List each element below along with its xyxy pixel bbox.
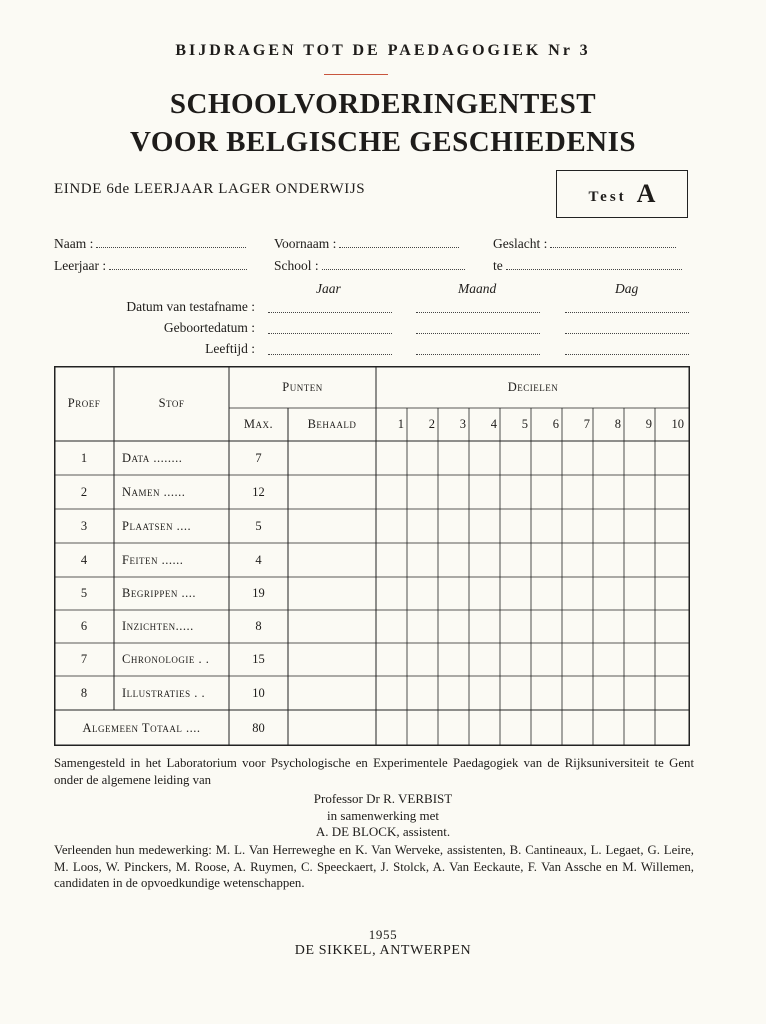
main-title-line-1: SCHOOLVORDERINGENTEST bbox=[169, 88, 597, 120]
leeftijd-dag-blank[interactable] bbox=[565, 354, 689, 355]
col-maand: Maand bbox=[458, 281, 497, 296]
te-field[interactable] bbox=[493, 258, 682, 274]
naam-field[interactable] bbox=[54, 236, 246, 252]
testafname-label: Datum van testafname : bbox=[126, 299, 255, 314]
row-8-proef: 8 bbox=[80, 685, 88, 700]
row-1-proef: 1 bbox=[80, 450, 88, 465]
row-4-proef: 4 bbox=[80, 552, 88, 567]
row-4-max: 4 bbox=[255, 552, 262, 567]
row-3-stof: Plaatsen .... bbox=[122, 518, 192, 533]
naam-blank[interactable] bbox=[96, 236, 246, 248]
row-6-stof: Inzichten..... bbox=[122, 619, 194, 633]
row-5-max: 19 bbox=[252, 586, 265, 600]
row-3-max: 5 bbox=[255, 518, 262, 533]
imprint-publisher: DE SIKKEL, ANTWERPEN bbox=[294, 943, 472, 958]
row-1-stof: Data ........ bbox=[122, 450, 183, 465]
decile-6: 6 bbox=[552, 417, 559, 431]
total-max: 80 bbox=[252, 720, 265, 735]
header-max: Max. bbox=[243, 417, 274, 431]
row-7-max: 15 bbox=[252, 652, 265, 666]
naam-label: Naam : bbox=[54, 236, 94, 251]
leerjaar-field[interactable] bbox=[54, 258, 247, 274]
row-2-stof: Namen ...... bbox=[122, 484, 186, 499]
decile-7: 7 bbox=[583, 417, 590, 431]
geboortedatum-dag-blank[interactable] bbox=[565, 333, 689, 334]
decile-8: 8 bbox=[614, 417, 621, 431]
header-decielen: Decielen bbox=[507, 379, 559, 394]
row-5-stof: Begrippen .... bbox=[122, 586, 196, 600]
testafname-maand-blank[interactable] bbox=[416, 312, 540, 313]
te-label: te bbox=[493, 258, 503, 273]
credits-professor: Professor Dr R. VERBIST bbox=[313, 791, 453, 806]
decile-4: 4 bbox=[490, 417, 497, 431]
leeftijd-label: Leeftijd : bbox=[205, 341, 255, 356]
main-title-line-2: VOOR BELGISCHE GESCHIEDENIS bbox=[129, 126, 637, 158]
header-proef: Proef bbox=[67, 396, 101, 410]
credits-samenwerking: in samenwerking met bbox=[327, 808, 439, 823]
header-stof: Stof bbox=[158, 396, 185, 410]
geboortedatum-label: Geboortedatum : bbox=[163, 320, 255, 335]
testafname-dag-blank[interactable] bbox=[565, 312, 689, 313]
credits-medewerking: Verleenden hun medewerking: M. L. Van Herreweghe en K. Van Werveke, assistenten, B. Cantineaux, L. Legaet, G. Leire, M. Loos, W. Pinckers, M. Roose, A. Ruymen, C. Speeckaert, J. Stolck, A. Van Eeckaute, F. Van Assche en M. Willemen, candidaten in de opvoedkundige wetenschappen. bbox=[54, 843, 694, 890]
header-behaald: Behaald bbox=[307, 417, 357, 431]
decile-2: 2 bbox=[428, 417, 435, 431]
row-7-proef: 7 bbox=[80, 652, 88, 666]
decile-5: 5 bbox=[521, 417, 528, 431]
geboortedatum-maand-blank[interactable] bbox=[416, 333, 540, 334]
series-title: BIJDRAGEN TOT DE PAEDAGOGIEK Nr 3 bbox=[175, 42, 591, 59]
row-6-max: 8 bbox=[255, 619, 262, 633]
total-label: Algemeen Totaal .... bbox=[82, 720, 201, 735]
credits-intro: Samengesteld in het Laboratorium voor Psychologische en Experimentele Paedagogiek van de Rijksuniversiteit te Gent onder de algemene leiding van bbox=[54, 756, 694, 787]
school-field[interactable] bbox=[274, 258, 465, 274]
geboortedatum-jaar-blank[interactable] bbox=[268, 333, 392, 334]
leeftijd-maand-blank[interactable] bbox=[416, 354, 540, 355]
test-letter: A bbox=[636, 179, 656, 208]
row-7-stof: Chronologie . . bbox=[122, 652, 210, 666]
row-3-proef: 3 bbox=[80, 518, 88, 533]
header-punten: Punten bbox=[282, 379, 323, 394]
row-8-max: 10 bbox=[252, 685, 265, 700]
col-jaar: Jaar bbox=[316, 281, 341, 296]
col-dag: Dag bbox=[615, 281, 639, 296]
leeftijd-jaar-blank[interactable] bbox=[268, 354, 392, 355]
geslacht-label: Geslacht : bbox=[493, 236, 548, 251]
geslacht-blank[interactable] bbox=[550, 236, 676, 248]
score-table bbox=[54, 366, 690, 746]
school-label: School : bbox=[274, 258, 319, 273]
decile-3: 3 bbox=[459, 417, 466, 431]
voornaam-blank[interactable] bbox=[339, 236, 459, 248]
school-blank[interactable] bbox=[322, 258, 465, 270]
credits-assistent: A. DE BLOCK, assistent. bbox=[315, 824, 451, 839]
test-label-box bbox=[556, 170, 688, 218]
leerjaar-label: Leerjaar : bbox=[54, 258, 107, 273]
row-2-max: 12 bbox=[252, 484, 265, 499]
test-word: Test bbox=[588, 188, 627, 205]
leerjaar-blank[interactable] bbox=[109, 258, 247, 270]
row-2-proef: 2 bbox=[80, 484, 88, 499]
geslacht-field[interactable] bbox=[493, 236, 676, 252]
subtitle: EINDE 6de LEERJAAR LAGER ONDERWIJS bbox=[54, 181, 366, 197]
row-5-proef: 5 bbox=[80, 586, 88, 600]
row-8-stof: Illustraties . . bbox=[122, 685, 206, 700]
decile-9: 9 bbox=[645, 417, 652, 431]
row-6-proef: 6 bbox=[80, 619, 88, 633]
header-divider bbox=[324, 74, 388, 75]
row-4-stof: Feiten ...... bbox=[122, 552, 184, 567]
testafname-jaar-blank[interactable] bbox=[268, 312, 392, 313]
imprint-year: 1955 bbox=[368, 927, 398, 942]
voornaam-field[interactable] bbox=[274, 236, 459, 252]
te-blank[interactable] bbox=[506, 258, 682, 270]
decile-1: 1 bbox=[397, 417, 404, 431]
decile-10: 10 bbox=[671, 417, 684, 431]
row-1-max: 7 bbox=[255, 450, 262, 465]
voornaam-label: Voornaam : bbox=[274, 236, 337, 251]
